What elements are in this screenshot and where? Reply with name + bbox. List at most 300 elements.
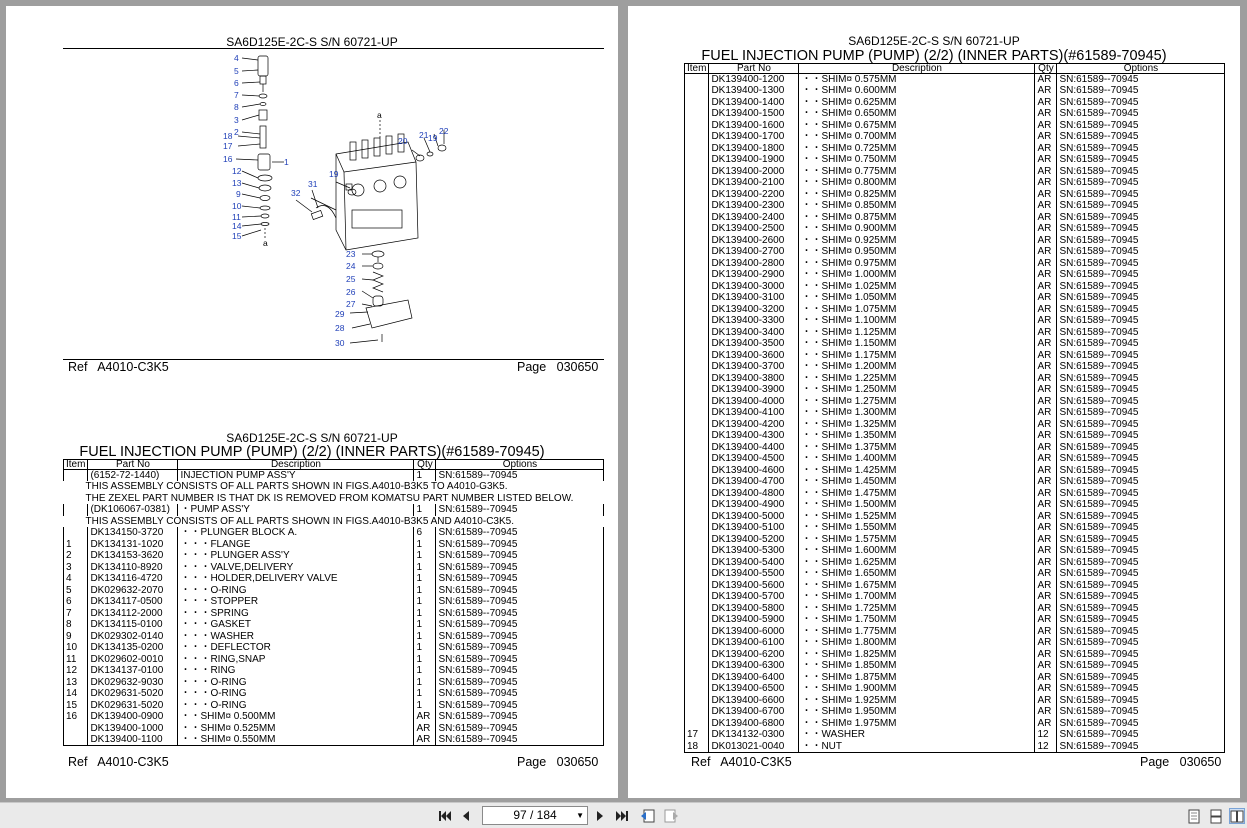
cell-item bbox=[685, 442, 709, 454]
cell-options: SN:61589--70945 bbox=[1057, 522, 1225, 534]
table-row bbox=[685, 614, 1225, 626]
diagram-callout: 11 bbox=[232, 212, 241, 222]
ref-value: A4010-C3K5 bbox=[720, 755, 792, 769]
cell-item bbox=[685, 108, 709, 120]
table-row bbox=[685, 281, 1225, 293]
cell-options: SN:61589--70945 bbox=[1057, 327, 1225, 339]
cell-description: ・・SHIM¤ 1.250MM bbox=[799, 384, 1035, 396]
cell-part-number: DK139400-4100 bbox=[709, 407, 799, 419]
cell-item bbox=[685, 338, 709, 350]
diagram-callout: 16 bbox=[223, 154, 233, 164]
cell-part-number: DK139400-2700 bbox=[709, 246, 799, 258]
table-note-row bbox=[64, 516, 604, 528]
cell-qty: 12 bbox=[1035, 729, 1057, 741]
cell-qty: AR bbox=[1035, 718, 1057, 730]
cell-qty: AR bbox=[1035, 304, 1057, 316]
table-row bbox=[685, 85, 1225, 97]
cell-description: ・・SHIM¤ 1.925MM bbox=[799, 695, 1035, 707]
cell-options: SN:61589--70945 bbox=[1057, 200, 1225, 212]
diagram-callout: 28 bbox=[335, 323, 345, 333]
cell-qty: 1 bbox=[414, 642, 436, 654]
table-row bbox=[685, 672, 1225, 684]
cell-options: SN:61589--70945 bbox=[1057, 396, 1225, 408]
table-row bbox=[685, 476, 1225, 488]
cell-item: 3 bbox=[64, 562, 88, 574]
diagram-callout: 14 bbox=[232, 221, 242, 231]
cell-item: 6 bbox=[64, 596, 88, 608]
first-page-icon[interactable] bbox=[437, 808, 453, 824]
cell-qty: 1 bbox=[414, 470, 436, 482]
cell-item bbox=[685, 258, 709, 270]
col-options-header: Options bbox=[1057, 64, 1225, 74]
table-row bbox=[685, 557, 1225, 569]
cell-qty: 6 bbox=[414, 527, 436, 539]
note-text: THIS ASSEMBLY CONSISTS OF ALL PARTS SHOWN IN FIGS.A4010-B3K5 AND A4010-C3K5. bbox=[85, 515, 514, 527]
cell-part-number: DK139400-6300 bbox=[709, 660, 799, 672]
cell-options: SN:61589--70945 bbox=[1057, 706, 1225, 718]
cell-description: ・・SHIM¤ 1.650MM bbox=[799, 568, 1035, 580]
cell-options: SN:61589--70945 bbox=[436, 527, 604, 539]
cell-options: SN:61589--70945 bbox=[1057, 258, 1225, 270]
cell-options: SN:61589--70945 bbox=[1057, 568, 1225, 580]
diagram-callout: 17 bbox=[223, 141, 233, 151]
cell-item bbox=[685, 488, 709, 500]
cell-options: SN:61589--70945 bbox=[1057, 557, 1225, 569]
cell-qty: 1 bbox=[414, 700, 436, 712]
cell-item bbox=[685, 591, 709, 603]
cell-part-number: DK139400-2400 bbox=[709, 212, 799, 224]
cell-description: ・・SHIM¤ 1.000MM bbox=[799, 269, 1035, 281]
cell-options: SN:61589--70945 bbox=[436, 539, 604, 551]
cell-description: ・・WASHER bbox=[799, 729, 1035, 741]
cell-part-number: DK139400-3900 bbox=[709, 384, 799, 396]
diagram-callout: 18 bbox=[223, 131, 233, 141]
cell-options: SN:61589--70945 bbox=[1057, 499, 1225, 511]
cell-part-number: DK029631-5020 bbox=[88, 688, 178, 700]
cell-item bbox=[685, 476, 709, 488]
diagram-callout: 19 bbox=[329, 169, 339, 179]
cell-item bbox=[685, 499, 709, 511]
cell-description: ・・NUT bbox=[799, 741, 1035, 753]
cell-description: ・・SHIM¤ 1.575MM bbox=[799, 534, 1035, 546]
table-row bbox=[685, 396, 1225, 408]
cell-item: 15 bbox=[64, 700, 88, 712]
ref-value: A4010-C3K5 bbox=[97, 755, 169, 769]
cell-qty: AR bbox=[1035, 672, 1057, 684]
cell-description: INJECTION PUMP ASS'Y bbox=[178, 470, 414, 482]
cell-item bbox=[685, 223, 709, 235]
cell-item bbox=[685, 269, 709, 281]
table-row bbox=[685, 131, 1225, 143]
table-row bbox=[685, 373, 1225, 385]
table-row bbox=[685, 706, 1225, 718]
cell-part-number: DK134137-0100 bbox=[88, 665, 178, 677]
cell-qty: 12 bbox=[1035, 741, 1057, 753]
cell-part-number: DK139400-3100 bbox=[709, 292, 799, 304]
cell-qty: AR bbox=[1035, 430, 1057, 442]
table-row bbox=[685, 97, 1225, 109]
table-row bbox=[64, 562, 604, 574]
cell-description: ・・SHIM¤ 1.875MM bbox=[799, 672, 1035, 684]
cell-options: SN:61589--70945 bbox=[436, 642, 604, 654]
single-page-icon[interactable] bbox=[1186, 808, 1202, 824]
cell-description: ・・SHIM¤ 1.450MM bbox=[799, 476, 1035, 488]
cell-item bbox=[685, 545, 709, 557]
diagram-callout: 22 bbox=[439, 126, 449, 136]
table-row bbox=[64, 573, 604, 585]
cell-part-number: DK139400-6500 bbox=[709, 683, 799, 695]
cell-description: ・・・O-RING bbox=[178, 585, 414, 597]
page-label: Page bbox=[1140, 755, 1170, 769]
cell-options: SN:61589--70945 bbox=[1057, 476, 1225, 488]
cell-options: SN:61589--70945 bbox=[1057, 97, 1225, 109]
diagram-callout: 2 bbox=[234, 127, 239, 137]
cell-part-number: DK139400-3300 bbox=[709, 315, 799, 327]
cell-description: ・・SHIM¤ 0.725MM bbox=[799, 143, 1035, 155]
cell-description: ・・SHIM¤ 1.675MM bbox=[799, 580, 1035, 592]
cell-qty: AR bbox=[1035, 108, 1057, 120]
table-row bbox=[64, 665, 604, 677]
cell-part-number: DK139400-6800 bbox=[709, 718, 799, 730]
cell-part-number: DK139400-5300 bbox=[709, 545, 799, 557]
header-rule bbox=[63, 48, 604, 49]
cell-qty: AR bbox=[1035, 166, 1057, 178]
diagram-callout: 30 bbox=[335, 338, 345, 348]
cell-item bbox=[685, 246, 709, 258]
cell-options: SN:61589--70945 bbox=[1057, 626, 1225, 638]
cell-part-number: DK134110-8920 bbox=[88, 562, 178, 574]
cell-qty: AR bbox=[1035, 74, 1057, 86]
cell-part-number: DK139400-2200 bbox=[709, 189, 799, 201]
cell-description: ・・SHIM¤ 1.725MM bbox=[799, 603, 1035, 615]
cell-options: SN:61589--70945 bbox=[1057, 407, 1225, 419]
cell-options: SN:61589--70945 bbox=[436, 688, 604, 700]
cell-qty: AR bbox=[1035, 131, 1057, 143]
cell-part-number: DK139400-4200 bbox=[709, 419, 799, 431]
cell-item: 9 bbox=[64, 631, 88, 643]
cell-qty: 1 bbox=[414, 677, 436, 689]
cell-options: SN:61589--70945 bbox=[1057, 281, 1225, 293]
cell-options: SN:61589--70945 bbox=[1057, 108, 1225, 120]
table-row bbox=[685, 522, 1225, 534]
table-row bbox=[64, 596, 604, 608]
diagram-callout: 6 bbox=[234, 78, 239, 88]
cell-part-number: DK029602-0010 bbox=[88, 654, 178, 666]
page-block bbox=[1140, 755, 1221, 769]
cell-item bbox=[685, 304, 709, 316]
cell-description: ・・SHIM¤ 0.550MM bbox=[178, 734, 414, 746]
cell-item: 4 bbox=[64, 573, 88, 585]
previous-view-icon[interactable] bbox=[640, 808, 656, 824]
table-row bbox=[685, 177, 1225, 189]
cell-qty: AR bbox=[1035, 534, 1057, 546]
cell-part-number: DK139400-1500 bbox=[709, 108, 799, 120]
cell-qty: AR bbox=[1035, 177, 1057, 189]
cell-options: SN:61589--70945 bbox=[436, 700, 604, 712]
continuous-page-icon[interactable] bbox=[1208, 808, 1224, 824]
table-row bbox=[685, 465, 1225, 477]
table-row bbox=[64, 688, 604, 700]
table-row bbox=[64, 585, 604, 597]
cell-qty: AR bbox=[1035, 476, 1057, 488]
cell-qty: AR bbox=[1035, 373, 1057, 385]
page-label: Page bbox=[517, 360, 547, 374]
table-row bbox=[64, 470, 604, 482]
col-description-header: Description bbox=[799, 64, 1035, 74]
cell-item bbox=[685, 672, 709, 684]
cell-part-number: DK139400-1800 bbox=[709, 143, 799, 155]
cell-part-number: DK134132-0300 bbox=[709, 729, 799, 741]
cell-part-number: DK139400-5000 bbox=[709, 511, 799, 523]
list-header: SA6D125E-2C-S S/N 60721-UP bbox=[848, 34, 1020, 48]
col-partno-header: Part No bbox=[709, 64, 799, 74]
page-number-select[interactable] bbox=[482, 806, 588, 825]
cell-item bbox=[685, 637, 709, 649]
table-row bbox=[685, 511, 1225, 523]
cell-part-number: (6152-72-1440) bbox=[88, 470, 178, 482]
cell-part-number: DK139400-5400 bbox=[709, 557, 799, 569]
diagram-callout: 23 bbox=[346, 249, 356, 259]
diagram-callout: 25 bbox=[346, 274, 356, 284]
cell-item bbox=[685, 557, 709, 569]
ref-label: Ref bbox=[68, 360, 88, 374]
cell-options: SN:61589--70945 bbox=[1057, 534, 1225, 546]
table-row bbox=[685, 534, 1225, 546]
diagram-callout: 12 bbox=[232, 166, 242, 176]
cell-part-number: DK139400-3400 bbox=[709, 327, 799, 339]
list-title: FUEL INJECTION PUMP (PUMP) (2/2) (INNER PARTS)(#61589-70945) bbox=[701, 48, 1167, 64]
table-row bbox=[685, 212, 1225, 224]
cell-options: SN:61589--70945 bbox=[436, 734, 604, 746]
cell-item bbox=[685, 200, 709, 212]
cell-qty: AR bbox=[1035, 522, 1057, 534]
cell-qty: 1 bbox=[414, 504, 436, 516]
cell-options: SN:61589--70945 bbox=[1057, 695, 1225, 707]
diagram-callout: 15 bbox=[232, 231, 242, 241]
cell-qty: AR bbox=[1035, 223, 1057, 235]
cell-item bbox=[685, 430, 709, 442]
cell-part-number: DK134117-0500 bbox=[88, 596, 178, 608]
cell-item bbox=[685, 281, 709, 293]
cell-qty: AR bbox=[1035, 235, 1057, 247]
cell-qty: AR bbox=[1035, 315, 1057, 327]
col-qty-header: Qty bbox=[1035, 64, 1057, 74]
cell-description: ・・SHIM¤ 1.075MM bbox=[799, 304, 1035, 316]
cell-part-number: DK139400-1000 bbox=[88, 723, 178, 735]
cell-part-number: DK139400-2300 bbox=[709, 200, 799, 212]
cell-part-number: DK139400-5900 bbox=[709, 614, 799, 626]
table-row bbox=[685, 292, 1225, 304]
cell-qty: AR bbox=[1035, 396, 1057, 408]
cell-qty: AR bbox=[1035, 442, 1057, 454]
diagram-callout: 20 bbox=[398, 136, 408, 146]
cell-part-number: DK139400-3600 bbox=[709, 350, 799, 362]
cell-description: ・・SHIM¤ 1.100MM bbox=[799, 315, 1035, 327]
table-row bbox=[685, 430, 1225, 442]
cell-qty: AR bbox=[1035, 189, 1057, 201]
cell-qty: 1 bbox=[414, 665, 436, 677]
col-options-header: Options bbox=[436, 460, 604, 470]
ref-block bbox=[691, 755, 792, 769]
table-row bbox=[685, 407, 1225, 419]
cell-options: SN:61589--70945 bbox=[1057, 85, 1225, 97]
diagram-callout: 5 bbox=[234, 66, 239, 76]
table-row bbox=[685, 143, 1225, 155]
previous-page-icon[interactable] bbox=[458, 808, 474, 824]
cell-options: SN:61589--70945 bbox=[1057, 223, 1225, 235]
table-row bbox=[685, 453, 1225, 465]
cell-options: SN:61589--70945 bbox=[1057, 177, 1225, 189]
cell-item bbox=[685, 580, 709, 592]
cell-item bbox=[685, 534, 709, 546]
cell-part-number: DK139400-3800 bbox=[709, 373, 799, 385]
cell-options: SN:61589--70945 bbox=[436, 585, 604, 597]
diagram-callout: 29 bbox=[335, 309, 345, 319]
cell-qty: AR bbox=[1035, 85, 1057, 97]
cell-item: 18 bbox=[685, 741, 709, 753]
table-row bbox=[685, 189, 1225, 201]
cell-options: SN:61589--70945 bbox=[1057, 580, 1225, 592]
list-header: SA6D125E-2C-S S/N 60721-UP bbox=[226, 431, 398, 445]
table-row bbox=[685, 568, 1225, 580]
cell-item bbox=[685, 292, 709, 304]
cell-item bbox=[685, 384, 709, 396]
cell-item bbox=[685, 327, 709, 339]
cell-qty: AR bbox=[1035, 568, 1057, 580]
cell-description: ・・SHIM¤ 0.600MM bbox=[799, 85, 1035, 97]
cell-options: SN:61589--70945 bbox=[1057, 591, 1225, 603]
cell-qty: 1 bbox=[414, 619, 436, 631]
cell-options: SN:61589--70945 bbox=[1057, 350, 1225, 362]
cell-part-number: DK029632-2070 bbox=[88, 585, 178, 597]
table-row bbox=[685, 683, 1225, 695]
cell-options: SN:61589--70945 bbox=[1057, 672, 1225, 684]
page-value: 030650 bbox=[1179, 755, 1222, 769]
table-row bbox=[685, 235, 1225, 247]
ref-block bbox=[68, 755, 169, 769]
cell-description: ・・SHIM¤ 1.975MM bbox=[799, 718, 1035, 730]
cell-description: ・・SHIM¤ 0.875MM bbox=[799, 212, 1035, 224]
cell-qty: AR bbox=[1035, 361, 1057, 373]
cell-qty: AR bbox=[1035, 626, 1057, 638]
cell-description: ・・SHIM¤ 0.650MM bbox=[799, 108, 1035, 120]
cell-qty: AR bbox=[1035, 407, 1057, 419]
cell-description: ・・SHIM¤ 0.750MM bbox=[799, 154, 1035, 166]
cell-item bbox=[685, 706, 709, 718]
next-page-icon[interactable] bbox=[592, 808, 608, 824]
cell-options: SN:61589--70945 bbox=[436, 573, 604, 585]
table-row bbox=[685, 350, 1225, 362]
cell-qty: AR bbox=[1035, 120, 1057, 132]
cell-qty: 1 bbox=[414, 550, 436, 562]
table-row bbox=[685, 338, 1225, 350]
cell-item bbox=[685, 660, 709, 672]
next-view-icon[interactable] bbox=[663, 808, 679, 824]
table-row bbox=[685, 649, 1225, 661]
table-row bbox=[685, 74, 1225, 86]
table-row bbox=[64, 642, 604, 654]
cell-options: SN:61589--70945 bbox=[1057, 120, 1225, 132]
cell-options: SN:61589--70945 bbox=[436, 711, 604, 723]
page-value: 030650 bbox=[556, 360, 599, 374]
cell-item bbox=[685, 212, 709, 224]
cell-qty: AR bbox=[1035, 212, 1057, 224]
cell-qty: AR bbox=[1035, 350, 1057, 362]
table-row bbox=[685, 718, 1225, 730]
cell-description: ・・SHIM¤ 1.750MM bbox=[799, 614, 1035, 626]
cell-options: SN:61589--70945 bbox=[1057, 603, 1225, 615]
cell-part-number: DK139400-4300 bbox=[709, 430, 799, 442]
table-row bbox=[685, 695, 1225, 707]
right-page bbox=[628, 6, 1240, 798]
cell-item bbox=[685, 361, 709, 373]
cell-part-number: DK139400-1700 bbox=[709, 131, 799, 143]
cell-options: SN:61589--70945 bbox=[1057, 74, 1225, 86]
last-page-icon[interactable] bbox=[614, 808, 630, 824]
diagram-callout: 21 bbox=[419, 130, 429, 140]
cell-qty: AR bbox=[1035, 327, 1057, 339]
table-row bbox=[685, 729, 1225, 741]
cell-item bbox=[685, 74, 709, 86]
left-page bbox=[6, 6, 618, 798]
col-item-header: Item bbox=[685, 64, 709, 74]
cell-item: 2 bbox=[64, 550, 88, 562]
cell-item bbox=[685, 603, 709, 615]
col-description-header: Description bbox=[178, 460, 414, 470]
cell-description: ・・・O-RING bbox=[178, 677, 414, 689]
table-note-row bbox=[64, 481, 604, 493]
cell-item: 11 bbox=[64, 654, 88, 666]
cell-qty: AR bbox=[1035, 557, 1057, 569]
cell-description: ・・SHIM¤ 0.575MM bbox=[799, 74, 1035, 86]
cell-item: 17 bbox=[685, 729, 709, 741]
cell-qty: AR bbox=[1035, 281, 1057, 293]
cell-part-number: DK134116-4720 bbox=[88, 573, 178, 585]
facing-pages-icon[interactable] bbox=[1229, 808, 1245, 824]
cell-part-number: DK139400-6600 bbox=[709, 695, 799, 707]
table-row bbox=[685, 120, 1225, 132]
cell-description: ・・・VALVE,DELIVERY bbox=[178, 562, 414, 574]
cell-item bbox=[685, 189, 709, 201]
cell-description: ・・SHIM¤ 1.225MM bbox=[799, 373, 1035, 385]
cell-part-number: DK139400-4800 bbox=[709, 488, 799, 500]
cell-part-number: DK139400-4500 bbox=[709, 453, 799, 465]
cell-part-number: DK139400-6400 bbox=[709, 672, 799, 684]
cell-item: 1 bbox=[64, 539, 88, 551]
cell-item: 16 bbox=[64, 711, 88, 723]
cell-options: SN:61589--70945 bbox=[436, 677, 604, 689]
table-row bbox=[64, 723, 604, 735]
cell-qty: AR bbox=[1035, 419, 1057, 431]
cell-options: SN:61589--70945 bbox=[1057, 419, 1225, 431]
cell-qty: AR bbox=[1035, 499, 1057, 511]
cell-qty: AR bbox=[1035, 292, 1057, 304]
cell-part-number: DK139400-1200 bbox=[709, 74, 799, 86]
diagram-callout: 7 bbox=[234, 90, 239, 100]
cell-options: SN:61589--70945 bbox=[1057, 292, 1225, 304]
cell-part-number: DK139400-4600 bbox=[709, 465, 799, 477]
cell-options: SN:61589--70945 bbox=[1057, 430, 1225, 442]
cell-description: ・・SHIM¤ 1.850MM bbox=[799, 660, 1035, 672]
table-row bbox=[685, 488, 1225, 500]
table-row bbox=[685, 315, 1225, 327]
cell-options: SN:61589--70945 bbox=[1057, 660, 1225, 672]
ref-value: A4010-C3K5 bbox=[97, 360, 169, 374]
cell-options: SN:61589--70945 bbox=[1057, 269, 1225, 281]
cell-description: ・・SHIM¤ 1.300MM bbox=[799, 407, 1035, 419]
cell-part-number: DK139400-4900 bbox=[709, 499, 799, 511]
cell-description: ・・・RING,SNAP bbox=[178, 654, 414, 666]
